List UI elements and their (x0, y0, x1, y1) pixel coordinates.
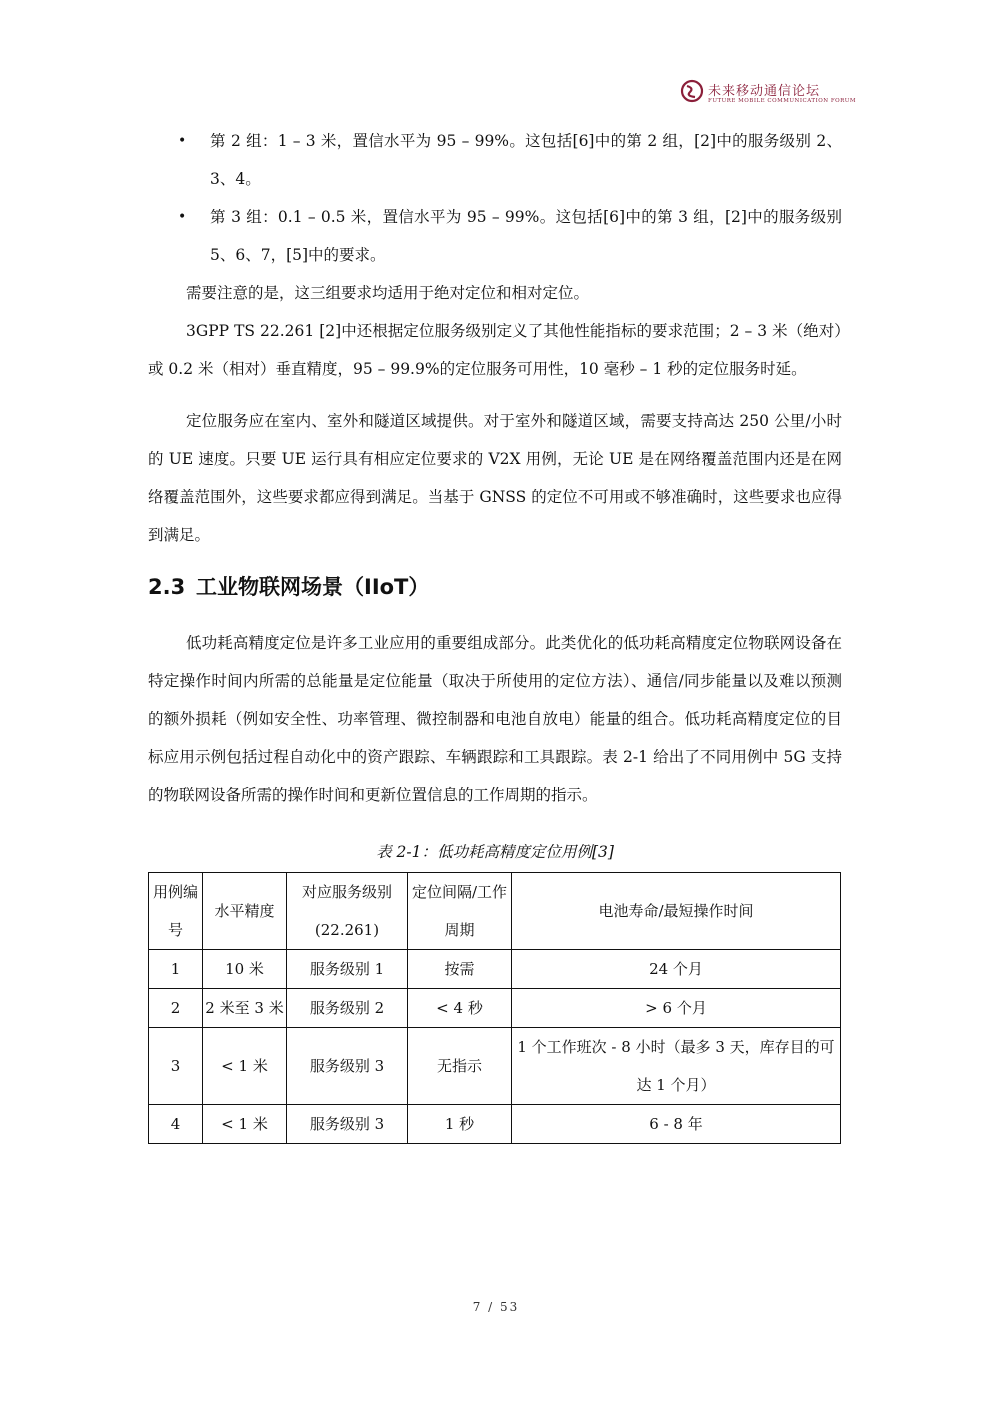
table-cell: 服务级别 3 (287, 1105, 408, 1144)
table-cell: 按需 (408, 950, 512, 989)
paragraph: 定位服务应在室内、室外和隧道区域提供。对于室外和隧道区域，需要支持高达 250 公里/小时的 UE 速度。只要 UE 运行具有相应定位要求的 V2X 用例，无论 UE 是在网络覆盖范围内还是在网络覆盖范围外，这些要求都应得到满足。当基于 GNSS 的定位不可用或不够准确时，这些要求也应得到满足。 (148, 412, 842, 544)
section-number: 2.3 (148, 575, 186, 599)
table-cell: 10 米 (203, 950, 287, 989)
bullet-item (148, 198, 842, 274)
table-cell: < 1 米 (203, 1105, 287, 1144)
table-cell: < 4 秒 (408, 989, 512, 1028)
table-cell: 服务级别 2 (287, 989, 408, 1028)
table-header-cell: 对应服务级别(22.261) (287, 873, 408, 950)
table-cell: 2 (149, 989, 203, 1028)
table-cell: > 6 个月 (512, 989, 841, 1028)
table-header-cell: 定位间隔/工作周期 (408, 873, 512, 950)
page-content (148, 122, 842, 1144)
bullet-text: 第 3 组：0.1 – 0.5 米，置信水平为 95 – 99%。这包括[6]中的第 3 组，[2]中的服务级别 5、6、7，[5]中的要求。 (210, 208, 842, 264)
table-caption: 表 2-1：低功耗高精度定位用例[3] (376, 843, 614, 861)
bullet-item (148, 122, 842, 198)
table-header-row (149, 873, 841, 950)
table-cell: 3 (149, 1028, 203, 1105)
section-heading (148, 572, 842, 602)
table-cell: 2 米至 3 米 (203, 989, 287, 1028)
table-row (149, 1028, 841, 1105)
logo-en-text: FUTURE MOBILE COMMUNICATION FORUM (708, 98, 857, 104)
table-cell: 6 - 8 年 (512, 1105, 841, 1144)
table-cell: 1 秒 (408, 1105, 512, 1144)
table-cell: 24 个月 (512, 950, 841, 989)
table-header-cell: 电池寿命/最短操作时间 (512, 873, 841, 950)
table-cell: 4 (149, 1105, 203, 1144)
table-cell: < 1 米 (203, 1028, 287, 1105)
logo-cn-text: 未来移动通信论坛 (708, 84, 821, 99)
table-row (149, 1105, 841, 1144)
table-cell: 服务级别 1 (287, 950, 408, 989)
paragraph: 3GPP TS 22.261 [2]中还根据定位服务级别定义了其他性能指标的要求范围；2 – 3 米（绝对）或 0.2 米（相对）垂直精度，95 – 99.9%的定位服务可用性，10 毫秒 – 1 秒的定位服务时延。 (148, 322, 842, 378)
table-row (149, 950, 841, 989)
bullet-dot-icon: • (178, 133, 187, 149)
table-cell: 服务级别 3 (287, 1028, 408, 1105)
table-row (149, 989, 841, 1028)
table-header-cell: 用例编号 (149, 873, 203, 950)
table-cell: 1 个工作班次 - 8 小时（最多 3 天，库存目的可达 1 个月） (512, 1028, 841, 1105)
bullet-text: 第 2 组：1 – 3 米，置信水平为 95 – 99%。这包括[6]中的第 2 组，[2]中的服务级别 2、3、4。 (210, 132, 842, 188)
paragraph: 需要注意的是，这三组要求均适用于绝对定位和相对定位。 (186, 284, 590, 302)
paragraph: 低功耗高精度定位是许多工业应用的重要组成部分。此类优化的低功耗高精度定位物联网设备在特定操作时间内所需的总能量是定位能量（取决于所使用的定位方法）、通信/同步能量以及难以预测的额外损耗（例如安全性、功率管理、微控制器和电池自放电）能量的组合。低功耗高精度定位的目标应用示例包括过程自动化中的资产跟踪、车辆跟踪和工具跟踪。表 2-1 给出了不同用例中 5G 支持的物联网设备所需的操作时间和更新位置信息的工作周期的指示。 (148, 634, 842, 804)
table-header-cell: 水平精度 (203, 873, 287, 950)
bullet-dot-icon: • (178, 209, 187, 225)
forum-logo-icon (680, 78, 704, 104)
forum-logo (680, 78, 857, 110)
table-cell: 无指示 (408, 1028, 512, 1105)
positioning-use-case-table (148, 872, 841, 1144)
page-number: 7 / 53 (472, 1300, 520, 1314)
table-cell: 1 (149, 950, 203, 989)
section-title: 工业物联网场景（IIoT） (196, 575, 430, 599)
